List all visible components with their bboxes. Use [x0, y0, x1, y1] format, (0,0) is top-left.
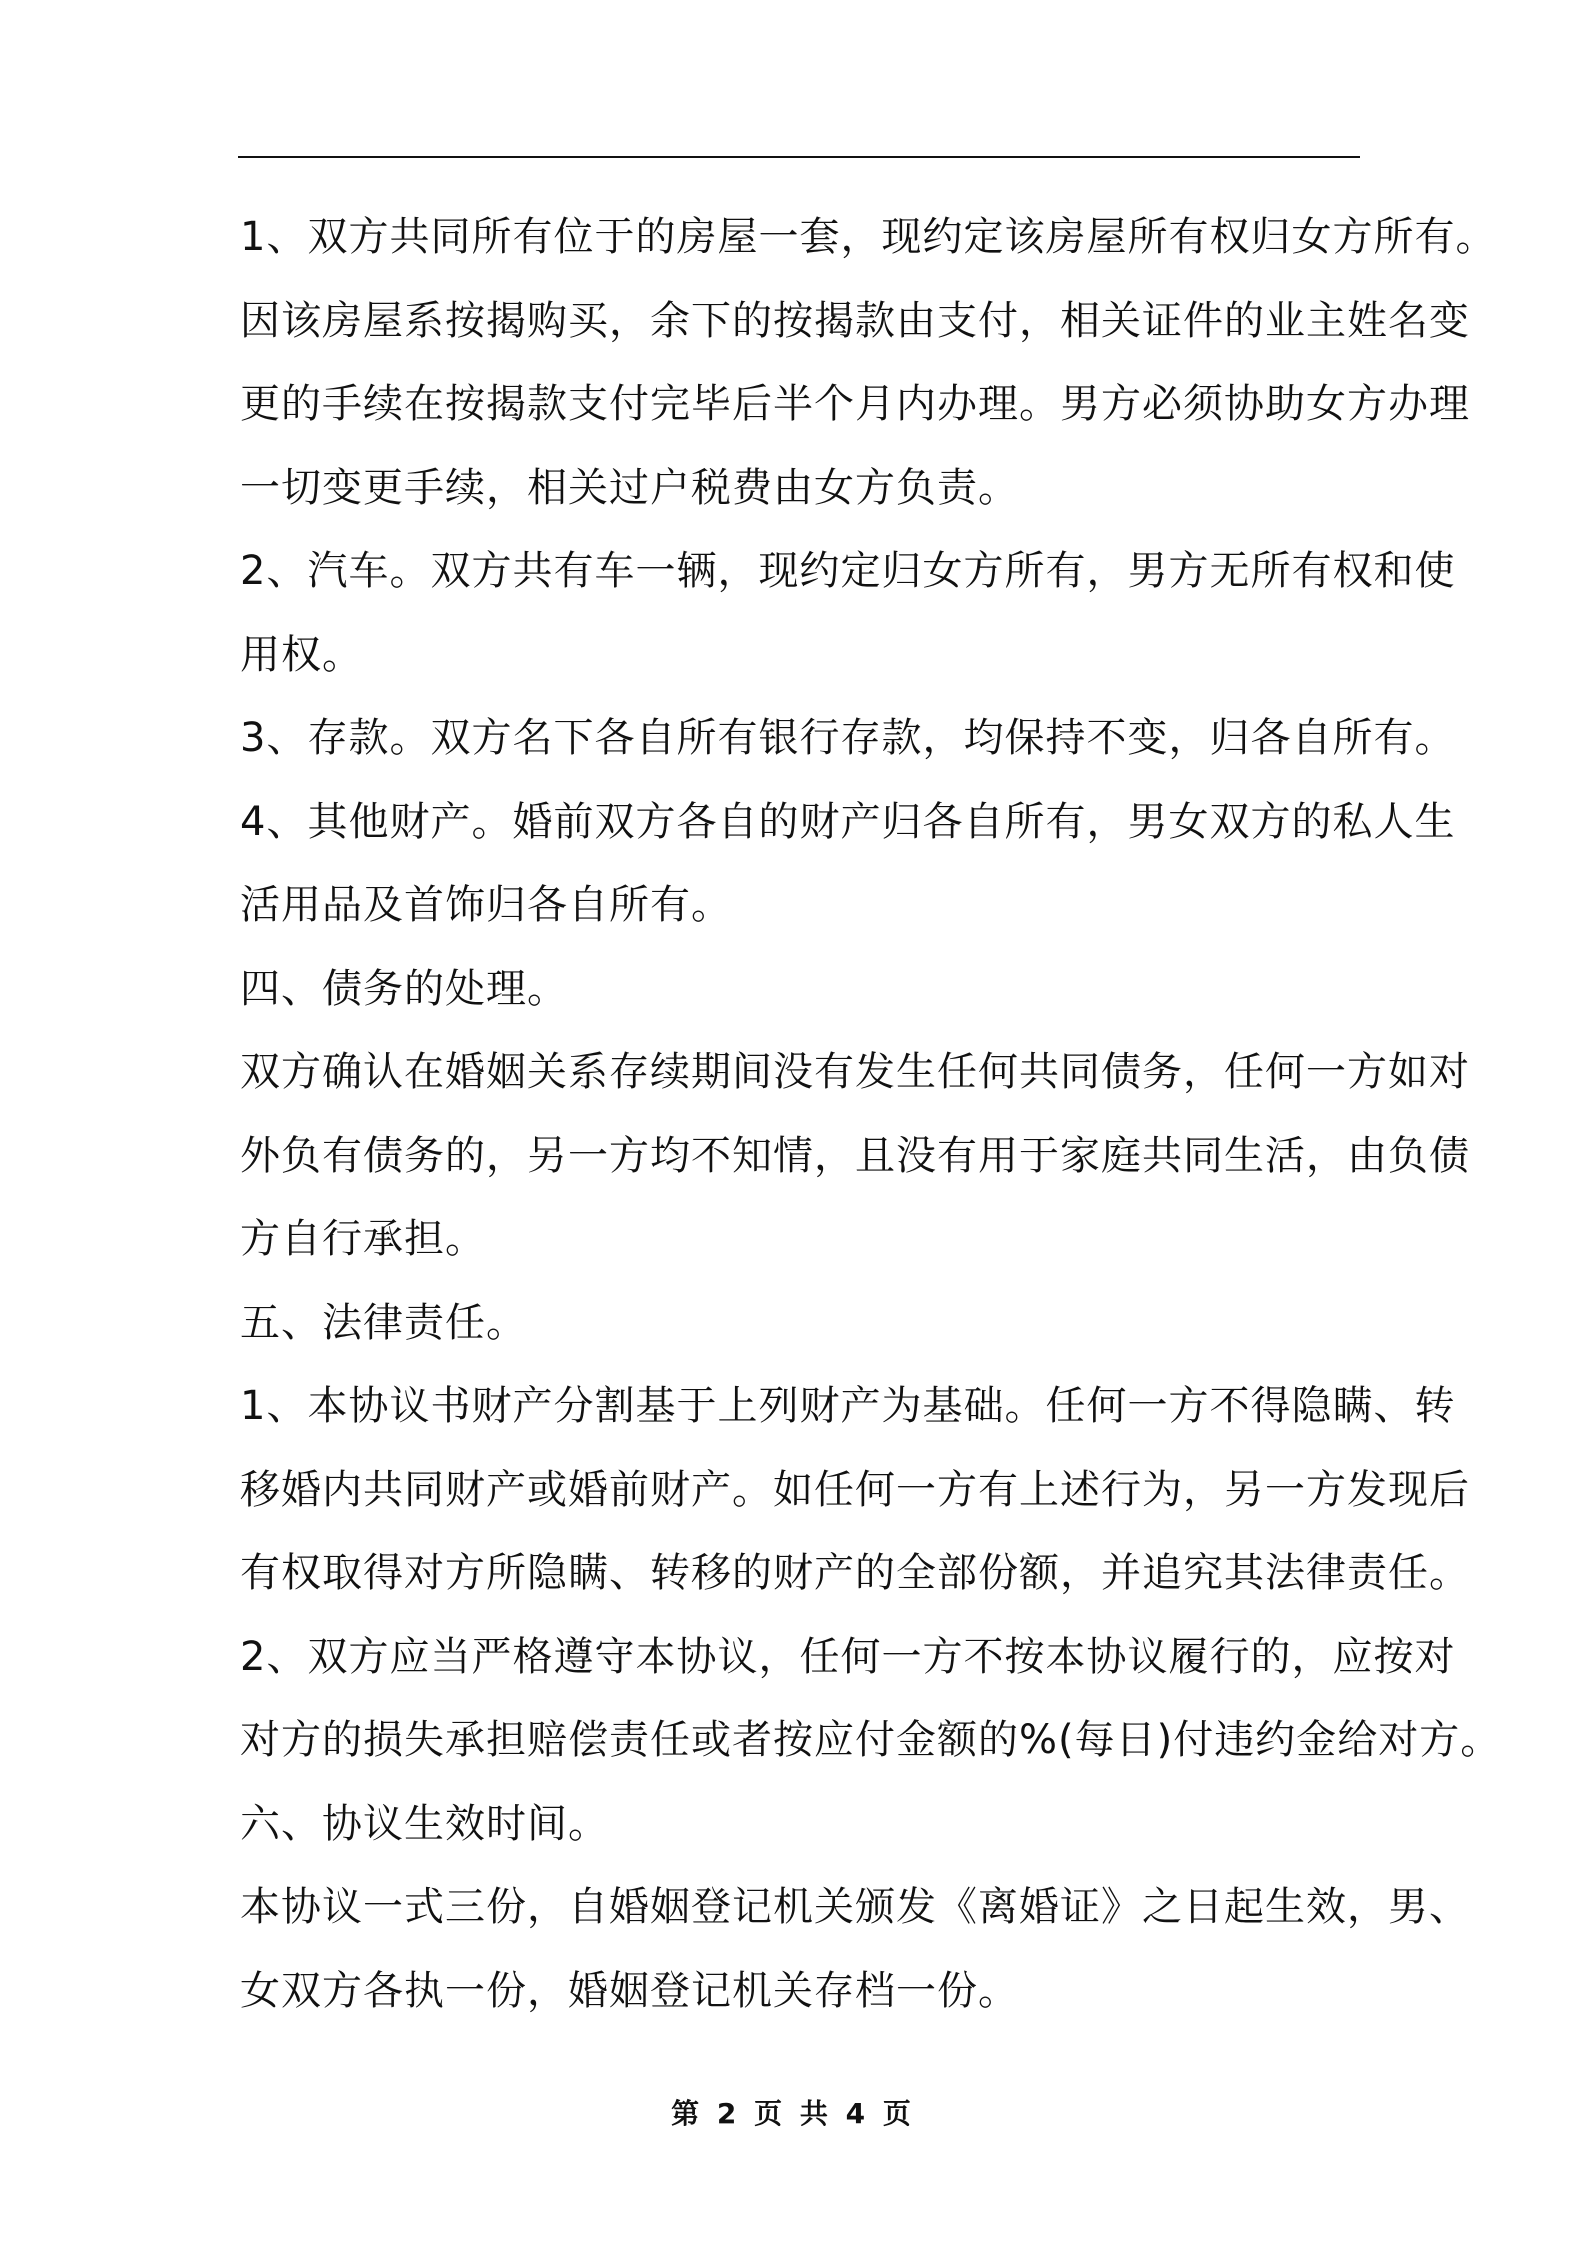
page-number-footer: 第 2 页 共 4 页	[671, 2097, 915, 2130]
text-line: 1、本协议书财产分割基于上列财产为基础。任何一方不得隐瞒、转	[240, 1383, 1456, 1429]
text-line: 对方的损失承担赔偿责任或者按应付金额的%(每日)付违约金给对方。	[240, 1717, 1502, 1763]
text-line: 方自行承担。	[240, 1216, 486, 1262]
text-line: 有权取得对方所隐瞒、转移的财产的全部份额，并追究其法律责任。	[240, 1550, 1470, 1596]
text-line: 本协议一式三份，自婚姻登记机关颁发《离婚证》之日起生效，男、	[240, 1884, 1470, 1930]
header-rule	[238, 156, 1360, 158]
section-heading: 五、法律责任。	[240, 1299, 527, 1346]
text-line: 活用品及首饰归各自所有。	[240, 882, 732, 928]
text-line: 一切变更手续，相关过户税费由女方负责。	[240, 464, 1019, 511]
text-line: 因该房屋系按揭购买，余下的按揭款由支付，相关证件的业主姓名变	[240, 297, 1470, 344]
text-line: 更的手续在按揭款支付完毕后半个月内办理。男方必须协助女方办理	[240, 381, 1470, 427]
text-line: 2、汽车。双方共有车一辆，现约定归女方所有，男方无所有权和使	[240, 548, 1456, 594]
text-line: 外负有债务的，另一方均不知情，且没有用于家庭共同生活，由负债	[240, 1132, 1470, 1179]
text-line: 双方确认在婚姻关系存续期间没有发生任何共同债务，任何一方如对	[240, 1049, 1470, 1095]
text-line: 用权。	[240, 631, 363, 678]
document-body	[240, 196, 1502, 2033]
text-line: 2、双方应当严格遵守本协议，任何一方不按本协议履行的，应按对	[240, 1633, 1456, 1680]
section-heading: 六、协议生效时间。	[240, 1800, 609, 1847]
text-line: 移婚内共同财产或婚前财产。如任何一方有上述行为，另一方发现后	[240, 1466, 1470, 1513]
text-line: 4、其他财产。婚前双方各自的财产归各自所有，男女双方的私人生	[240, 798, 1456, 845]
text-line: 1、双方共同所有位于的房屋一套，现约定该房屋所有权归女方所有。	[240, 214, 1497, 260]
section-heading: 四、债务的处理。	[240, 965, 568, 1012]
text-line: 3、存款。双方名下各自所有银行存款，均保持不变，归各自所有。	[240, 715, 1456, 761]
text-line: 女双方各执一份，婚姻登记机关存档一份。	[240, 1967, 1019, 2014]
